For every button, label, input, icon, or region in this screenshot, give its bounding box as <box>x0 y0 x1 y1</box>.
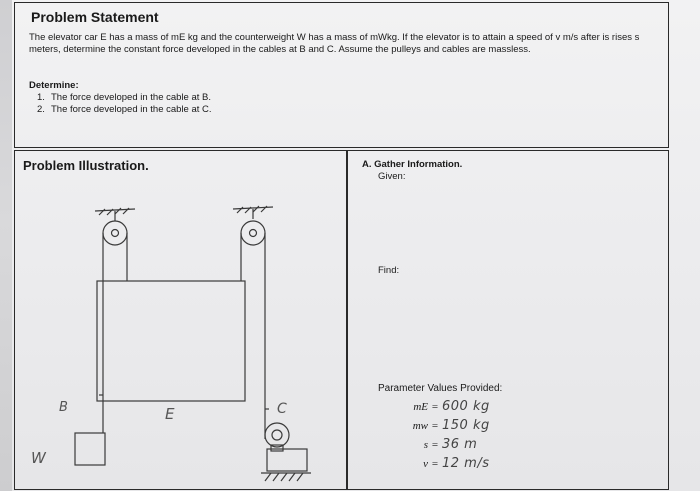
problem-statement-title: Problem Statement <box>31 9 159 25</box>
determine-label: Determine: <box>29 80 79 91</box>
find-label: Find: <box>378 265 400 276</box>
left-pulley-axle <box>112 230 119 237</box>
list-item: s = 36 m <box>423 437 478 452</box>
floor-hatch <box>265 473 303 481</box>
illustration-title: Problem Illustration. <box>23 158 149 173</box>
problem-statement-box <box>14 2 669 148</box>
problem-statement-text: The elevator car E has a mass of mE kg and the counterweight W has a mass of mWkg. If the elevator is to attain a speed of v m/s after is rises s meters, determine the constant force developed in the cables at B and C. Assume the pulleys and cables are massless. <box>29 32 640 55</box>
label-w: W <box>31 449 46 467</box>
right-ceiling-line <box>233 207 273 209</box>
list-item: v = 12 m/s <box>423 456 490 471</box>
list-item: 1. The force developed in the cable at B. <box>37 92 212 103</box>
label-b: B <box>59 400 68 415</box>
elevator-diagram <box>15 151 345 487</box>
given-label: Given: <box>378 171 406 182</box>
motor-pulley-axle <box>272 430 282 440</box>
right-pulley-axle <box>250 230 257 237</box>
gather-information-box <box>347 150 669 490</box>
list-item: 2. The force developed in the cable at C. <box>37 104 212 115</box>
elevator-car <box>97 281 245 401</box>
motor-pulley <box>265 423 289 447</box>
left-pulley <box>103 221 127 245</box>
determine-list <box>37 92 212 116</box>
counterweight <box>75 433 105 465</box>
motor-base <box>267 449 307 471</box>
label-c: C <box>277 401 287 417</box>
parameter-values-title: Parameter Values Provided: <box>378 383 503 394</box>
list-item: mw = 150 kg <box>412 418 490 433</box>
label-e: E <box>165 405 175 423</box>
left-ceiling-line <box>95 209 135 211</box>
right-pulley <box>241 221 265 245</box>
list-item: mE = 600 kg <box>413 399 490 414</box>
problem-illustration-box <box>14 150 347 490</box>
gather-information-title: A. Gather Information. <box>362 159 463 170</box>
parameter-values-list <box>398 399 490 475</box>
